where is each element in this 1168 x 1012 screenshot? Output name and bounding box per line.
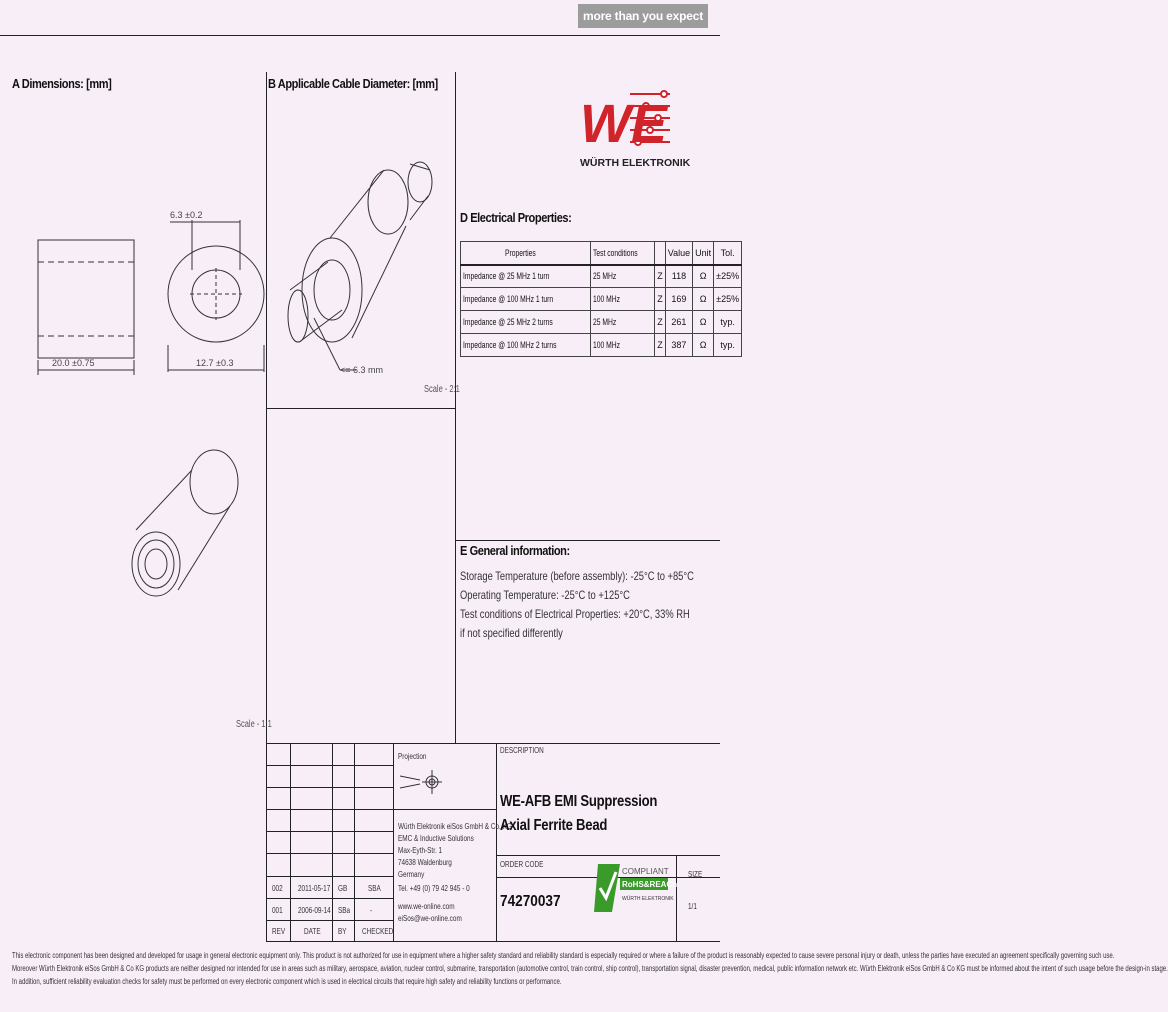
th-symbol	[655, 242, 666, 265]
cell-tol: ±25%	[714, 288, 742, 311]
th-unit: Unit	[693, 242, 714, 265]
size-label: SIZE	[688, 870, 703, 879]
perspective-drawing	[120, 440, 260, 620]
general-note: if not specified differently	[460, 626, 563, 640]
cell-condition: 25 MHz	[590, 311, 655, 334]
logo-brand: WÜRTH ELEKTRONIK	[580, 157, 691, 169]
cell-symbol: Z	[655, 265, 666, 288]
order-code: 74270037	[500, 893, 561, 910]
rev-header: REV	[272, 927, 286, 936]
cell-value: 118	[665, 265, 692, 288]
dim-length: 20.0 ±0.75	[52, 358, 95, 368]
projection-symbol-icon	[398, 766, 442, 798]
cell-property: Impedance @ 100 MHz 2 turns	[461, 334, 591, 357]
tb-row	[266, 853, 393, 854]
rohs-line2: RoHS&REACh	[622, 880, 678, 889]
cell-condition: 25 MHz	[590, 265, 655, 288]
company-phone: Tel. +49 (0) 79 42 945 - 0	[398, 884, 470, 893]
table-row	[461, 311, 742, 334]
rohs-line1: COMPLIANT	[622, 867, 669, 876]
electrical-properties-table	[460, 241, 742, 357]
description-label: DESCRIPTION	[500, 746, 544, 755]
cell-unit: Ω	[693, 288, 714, 311]
cable-diameter-label: <= 6.3 mm	[340, 365, 384, 375]
dim-outer: 12.7 ±0.3	[196, 358, 234, 368]
cell-symbol: Z	[655, 288, 666, 311]
cell-unit: Ω	[693, 311, 714, 334]
th-value: Value	[665, 242, 692, 265]
table-row	[461, 334, 742, 357]
rev-by: SBa	[338, 906, 351, 915]
rohs-badge	[592, 860, 678, 916]
section-e-title: E General information:	[460, 543, 570, 558]
table-row	[461, 288, 742, 311]
rev-checked: -	[370, 906, 373, 915]
product-description: WE-AFB EMI Suppression Axial Ferrite Bead	[500, 793, 658, 834]
dim-inner: 6.3 ±0.2	[170, 210, 203, 220]
cell-symbol: Z	[655, 334, 666, 357]
company-division: EMC & Inductive Solutions	[398, 834, 474, 843]
footer-line-2: Moreover Würth Elektronik eiSos GmbH & Co KG products are neither designed nor intended for use in areas such as military, aerospace, aviation, nuclear control, submarine, transportation (automotive control, train control, ship control), transportation signal, disaster prevention, medical, public information network etc. Würth Elektronik eiSos GmbH & Co KG must be informed about the intent of such usage before the design-in stage.	[12, 964, 1168, 973]
rev-checked: SBA	[368, 884, 381, 893]
cell-value: 169	[665, 288, 692, 311]
rohs-line3: WÜRTH ELEKTRONIK	[622, 896, 674, 902]
footer-line-1: This electronic component has been designed and developed for usage in general electronic equipment only. This product is not authorized for use in equipment where a higher safety standard and reliability standard is especially required or where a failure of the product is reasonably expected to cause severe personal injury or death, unless the parties have executed an agreement specifically governing such use.	[12, 951, 1115, 960]
bead-front-outer	[168, 246, 264, 342]
company-city: 74638 Waldenburg	[398, 858, 452, 867]
logo-letters: WE	[580, 94, 667, 154]
header-divider	[0, 35, 720, 36]
tagline-banner: more than you expect	[578, 4, 708, 28]
section-b-title: B Applicable Cable Diameter: [mm]	[268, 76, 438, 91]
wurth-logo	[578, 82, 691, 172]
tb-row	[266, 765, 393, 766]
tb-col6	[676, 855, 677, 941]
rev-number: 001	[272, 906, 283, 915]
tb-col1	[290, 743, 291, 941]
tb-left	[266, 743, 267, 941]
cell-condition: 100 MHz	[590, 288, 655, 311]
divider-d-e	[455, 540, 720, 541]
cell-property: Impedance @ 100 MHz 1 turn	[461, 288, 591, 311]
company-web[interactable]: www.we-online.com	[398, 902, 455, 911]
tb-row	[266, 898, 393, 899]
projection-label: Projection	[398, 752, 427, 761]
cable-drawing	[270, 150, 450, 390]
cell-symbol: Z	[655, 311, 666, 334]
titleblock-bottom	[266, 941, 720, 942]
rev-date: 2006-09-14	[298, 906, 331, 915]
cell-unit: Ω	[693, 265, 714, 288]
tb-row	[393, 809, 496, 810]
bead-side-view	[38, 240, 134, 358]
tb-col2	[332, 743, 333, 941]
tb-row	[266, 809, 393, 810]
th-properties: Properties	[461, 242, 591, 265]
tb-col4	[393, 743, 394, 941]
general-operating-temp: Operating Temperature: -25°C to +125°C	[460, 588, 630, 602]
th-test-conditions: Test conditions	[590, 242, 655, 265]
company-street: Max-Eyth-Str. 1	[398, 846, 443, 855]
tb-row	[496, 855, 720, 856]
rev-by: GB	[338, 884, 348, 893]
general-storage-temp: Storage Temperature (before assembly): -25°C to +85°C	[460, 569, 694, 583]
general-test-conditions: Test conditions of Electrical Properties: +20°C, 33% RH	[460, 607, 690, 621]
section-a-title: A Dimensions: [mm]	[12, 76, 112, 91]
cell-property: Impedance @ 25 MHz 2 turns	[461, 311, 591, 334]
date-header: DATE	[304, 927, 321, 936]
table-header-row	[461, 242, 742, 265]
company-name: Würth Elektronik eiSos GmbH & Co. KG	[398, 822, 512, 831]
cell-tol: typ.	[714, 311, 742, 334]
tb-row	[266, 876, 393, 877]
cable-scale: Scale - 2:1	[424, 384, 460, 395]
titleblock-top	[266, 743, 720, 744]
cell-condition: 100 MHz	[590, 334, 655, 357]
checked-header: CHECKED	[362, 927, 394, 936]
footer-line-3: In addition, sufficient reliability evaluation checks for safety must be performed on every electronic component which is used in electrical circuits that require high safety and reliability functions or performance.	[12, 977, 562, 986]
cell-tol: ±25%	[714, 265, 742, 288]
rohs-check-icon	[594, 864, 620, 912]
company-email[interactable]: eiSos@we-online.com	[398, 914, 462, 923]
tb-col5	[496, 743, 497, 941]
th-tol: Tol.	[714, 242, 742, 265]
by-header: BY	[338, 927, 347, 936]
section-d-title: D Electrical Properties:	[460, 210, 572, 225]
company-country: Germany	[398, 870, 425, 879]
cell-property: Impedance @ 25 MHz 1 turn	[461, 265, 591, 288]
tb-col3	[354, 743, 355, 941]
tb-row	[266, 787, 393, 788]
perspective-scale: Scale - 1:1	[236, 719, 272, 730]
order-code-label: ORDER CODE	[500, 860, 544, 869]
cell-value: 261	[665, 311, 692, 334]
tb-row	[266, 831, 393, 832]
dimension-drawing	[20, 200, 270, 390]
divider-b-bottom	[266, 408, 455, 409]
table-row	[461, 265, 742, 288]
cell-unit: Ω	[693, 334, 714, 357]
page-number: 1/1	[688, 902, 697, 911]
rev-number: 002	[272, 884, 283, 893]
cell-value: 387	[665, 334, 692, 357]
cell-tol: typ.	[714, 334, 742, 357]
tb-row	[266, 920, 393, 921]
divider-bd	[455, 72, 456, 743]
rev-date: 2011-05-17	[298, 884, 331, 893]
